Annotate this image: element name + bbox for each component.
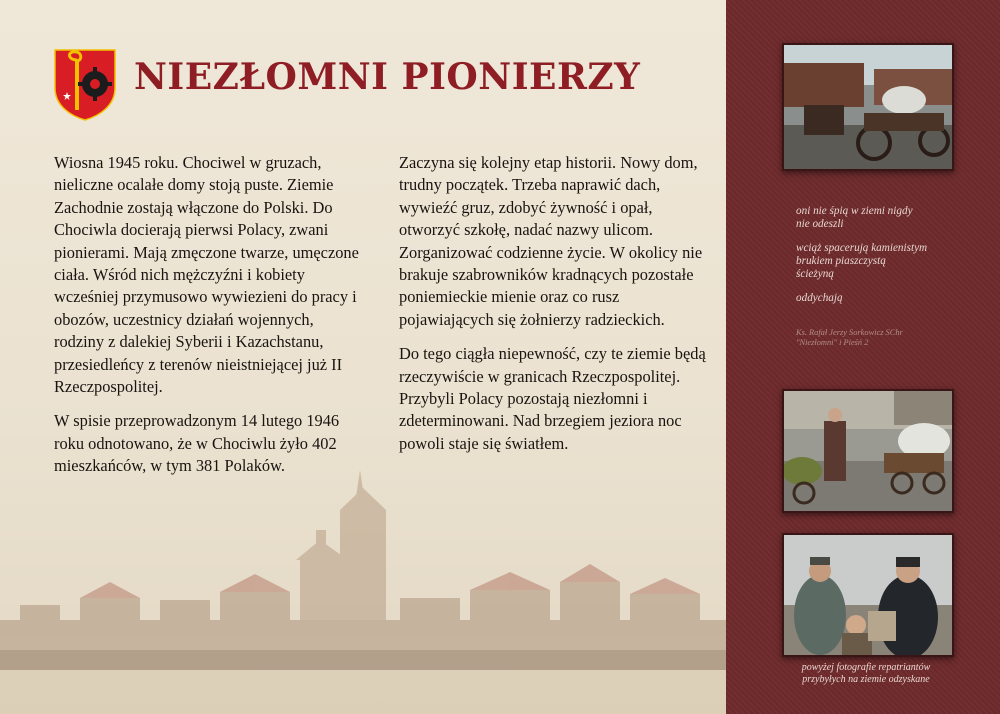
woman-with-cart-photo-icon bbox=[782, 389, 954, 513]
horse-cart-photo-icon bbox=[782, 43, 954, 171]
poem-line: wciąż spacerują kamienistym bbox=[796, 242, 928, 254]
caption-line: powyżej fotografie repatriantów bbox=[801, 662, 931, 673]
paragraph: Do tego ciągła niepewność, czy te ziemie będą rzeczywiście w granicach Rzeczpospolitej. Przybyli Polacy pozostają niezłomni i zdeterminowani. Nad brzegiem jeziora noc powoli staje się światłem. bbox=[399, 344, 706, 453]
poem-line: nie odeszli bbox=[796, 218, 844, 230]
paragraph: Wiosna 1945 roku. Chociwel w gruzach, nieliczne ocalałe domy stoją puste. Ziemie Zachodnie zostają włączone do Polski. Do Chociwla docierają pierwsi Polacy, zwani pionierami. Mają zmęczone twarze, umęczone ciała. Wśród nich mężczyźni i kobiety wcześniej przymusowo wywiezieni do pracy i obozów, uczestnicy działań wojennych, rodziny z dalekiej Syberii i Kazachstanu, przesiedleńcy z terenów nieistniejącej już II Rzeczpospolitej. bbox=[54, 153, 359, 397]
paragraph: Zaczyna się kolejny etap historii. Nowy dom, trudny początek. Trzeba naprawić dach, wywieźć gruz, zdobyć żywność i opał, otworzyć szkołę, nadać nazwy ulicom. Zorganizować codzienne życie. W okolicy nie brakuje szabrowników kradnących pozostałe poniemieckie mienie oraz co rusz pojawiających się żołnierzy radzieckich. bbox=[399, 153, 703, 329]
text-column-right bbox=[399, 152, 709, 467]
poem-credit-author: Ks. Rafał Jerzy Sorkowicz SChr bbox=[796, 328, 903, 337]
caption-line: przybyłych na ziemie odzyskane bbox=[802, 674, 930, 685]
paragraph: W spisie przeprowadzonym 14 lutego 1946 roku odnotowano, że w Chociwlu żyło 402 mieszkańców, w tym 381 Polaków. bbox=[54, 411, 340, 476]
poem-line: oni nie śpią w ziemi nigdy bbox=[796, 205, 913, 217]
poem bbox=[796, 205, 966, 316]
poem-credit-source: "Niezłomni" i Pieśń 2 bbox=[796, 338, 869, 347]
page-title: NIEZŁOMNI PIONIERZY bbox=[134, 56, 641, 98]
text-column-left bbox=[54, 152, 366, 490]
poem-line: brukiem piaszczystą bbox=[796, 255, 886, 267]
photo-caption bbox=[782, 662, 950, 686]
poem-line: ścieżyną bbox=[796, 268, 834, 280]
poem-line: oddychają bbox=[796, 292, 843, 304]
repatriants-portrait-photo-icon bbox=[782, 533, 954, 657]
coat-of-arms-icon bbox=[53, 48, 117, 122]
poem-credit bbox=[796, 328, 966, 348]
